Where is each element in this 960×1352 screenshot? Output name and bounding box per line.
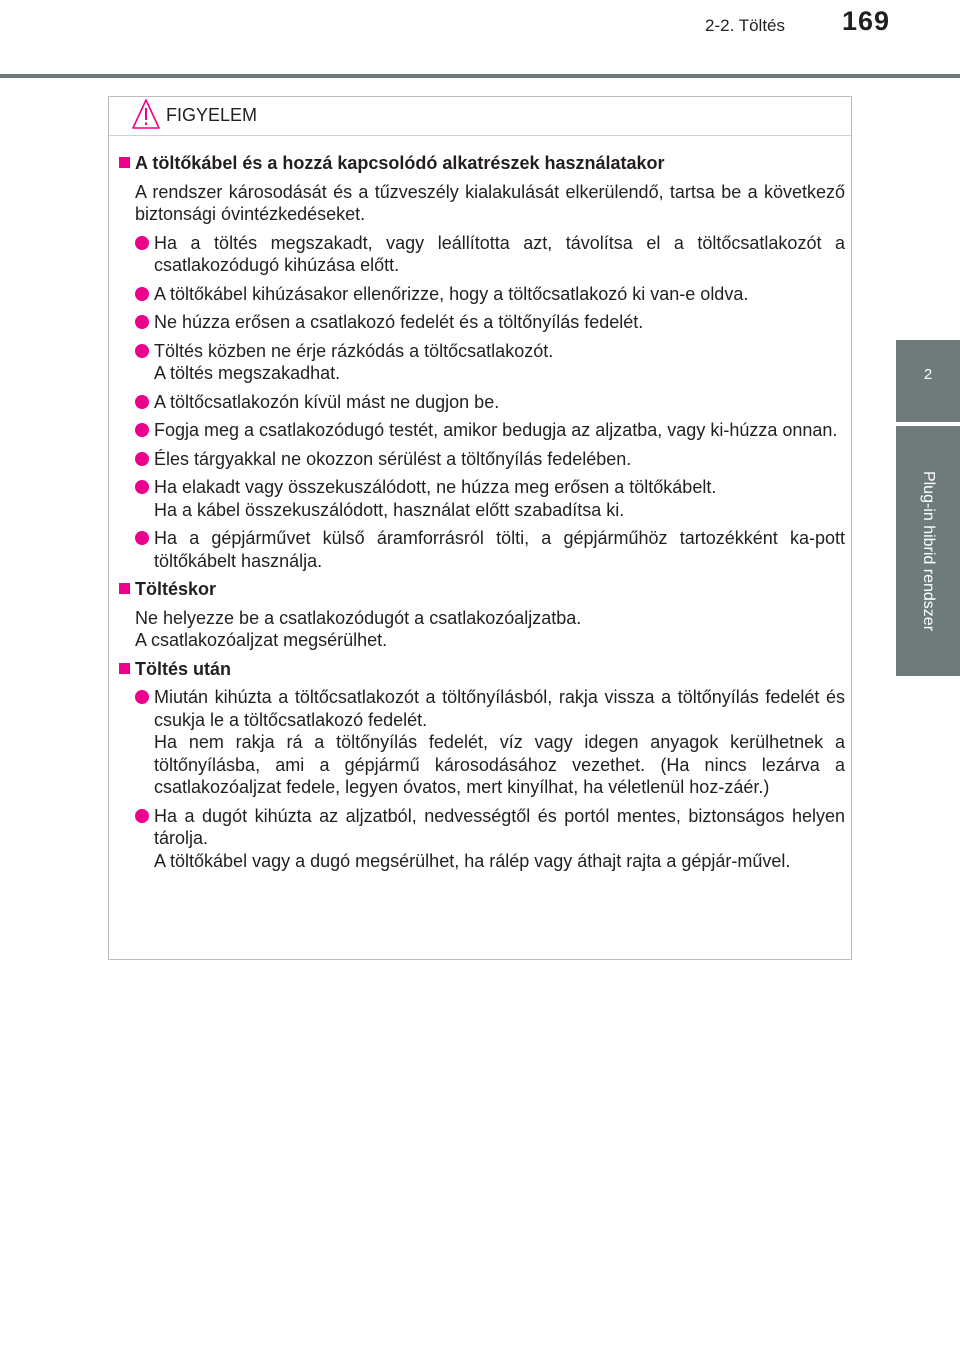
square-bullet-icon [119, 583, 130, 594]
round-bullet-icon [135, 531, 149, 545]
section-heading: Töltéskor [115, 578, 845, 601]
page-number: 169 [841, 6, 890, 36]
list-item: Miután kihúzta a töltőcsatlakozót a töltőnyílásból, rakja vissza a töltőnyílás fedelét és csukja le a töltőcsatlakozó fedelét. Ha nem rakja rá a töltőnyílás fedelét, víz vagy idegen anyagok kerülhetnek a töltőnyílásba, ami a gépjármű károsodásához vezethet. (Ha nincs lezárva a csatlakozóaljzat fedele, legyen óvatos, mert kinyílhat, ha véletlenül hoz-záér.) [115, 686, 845, 799]
round-bullet-icon [135, 287, 149, 301]
header-divider [0, 74, 960, 78]
list-item: Ha a dugót kihúzta az aljzatból, nedvességtől és portól mentes, biztonságos helyen tárolja. A töltőkábel vagy a dugó megsérülhet, ha rálép vagy áthajt rajta a gépjár-művel. [115, 805, 845, 873]
list-item: Ne húzza erősen a csatlakozó fedelét és a töltőnyílás fedelét. [115, 311, 845, 334]
paragraph: A rendszer károsodását és a tűzveszély kialakulását elkerülendő, tartsa be a következő biztonsági óvintézkedéseket. [135, 181, 845, 224]
warning-header [109, 97, 851, 136]
round-bullet-icon [135, 344, 149, 358]
list-item: Fogja meg a csatlakozódugó testét, amikor bedugja az aljzatba, vagy ki-húzza onnan. [115, 419, 845, 442]
warning-content [115, 152, 845, 878]
round-bullet-icon [135, 480, 149, 494]
warning-title: FIGYELEM [166, 105, 258, 125]
list-item: Ha elakadt vagy összekuszálódott, ne húzza meg erősen a töltőkábelt. Ha a kábel összekuszálódott, használat előtt szabadítsa ki. [115, 476, 845, 521]
round-bullet-icon [135, 315, 149, 329]
list-item: Éles tárgyakkal ne okozzon sérülést a töltőnyílás fedelében. [115, 448, 845, 471]
section-heading: Töltés után [115, 658, 845, 681]
square-bullet-icon [119, 157, 130, 168]
round-bullet-icon [135, 809, 149, 823]
list-item: A töltőcsatlakozón kívül mást ne dugjon be. [115, 391, 845, 414]
list-item: A töltőkábel kihúzásakor ellenőrizze, hogy a töltőcsatlakozó ki van-e oldva. [115, 283, 845, 306]
round-bullet-icon [135, 395, 149, 409]
chapter-tab [896, 426, 960, 676]
round-bullet-icon [135, 423, 149, 437]
round-bullet-icon [135, 452, 149, 466]
list-item: Töltés közben ne érje rázkódás a töltőcsatlakozót. A töltés megszakadhat. [115, 340, 845, 385]
section-heading: A töltőkábel és a hozzá kapcsolódó alkatrészek használatakor [115, 152, 845, 175]
warning-box [108, 96, 852, 960]
list-item: Ha a töltés megszakadt, vagy leállította azt, távolítsa el a töltőcsatlakozót a csatlakozódugó kihúzása előtt. [115, 232, 845, 277]
section-title: 2-2. Töltés [705, 16, 786, 35]
chapter-tab-number: 2 [896, 340, 960, 422]
square-bullet-icon [119, 663, 130, 674]
round-bullet-icon [135, 690, 149, 704]
round-bullet-icon [135, 236, 149, 250]
chapter-tab-label: Plug-in hibrid rendszer [920, 470, 937, 632]
list-item: Ha a gépjárművet külső áramforrásról tölti, a gépjárműhöz tartozékként ka-pott töltőkábelt használja. [115, 527, 845, 572]
warning-triangle-icon [131, 97, 161, 136]
paragraph: Ne helyezze be a csatlakozódugót a csatlakozóaljzatba. A csatlakozóaljzat megsérülhet. [135, 607, 582, 650]
